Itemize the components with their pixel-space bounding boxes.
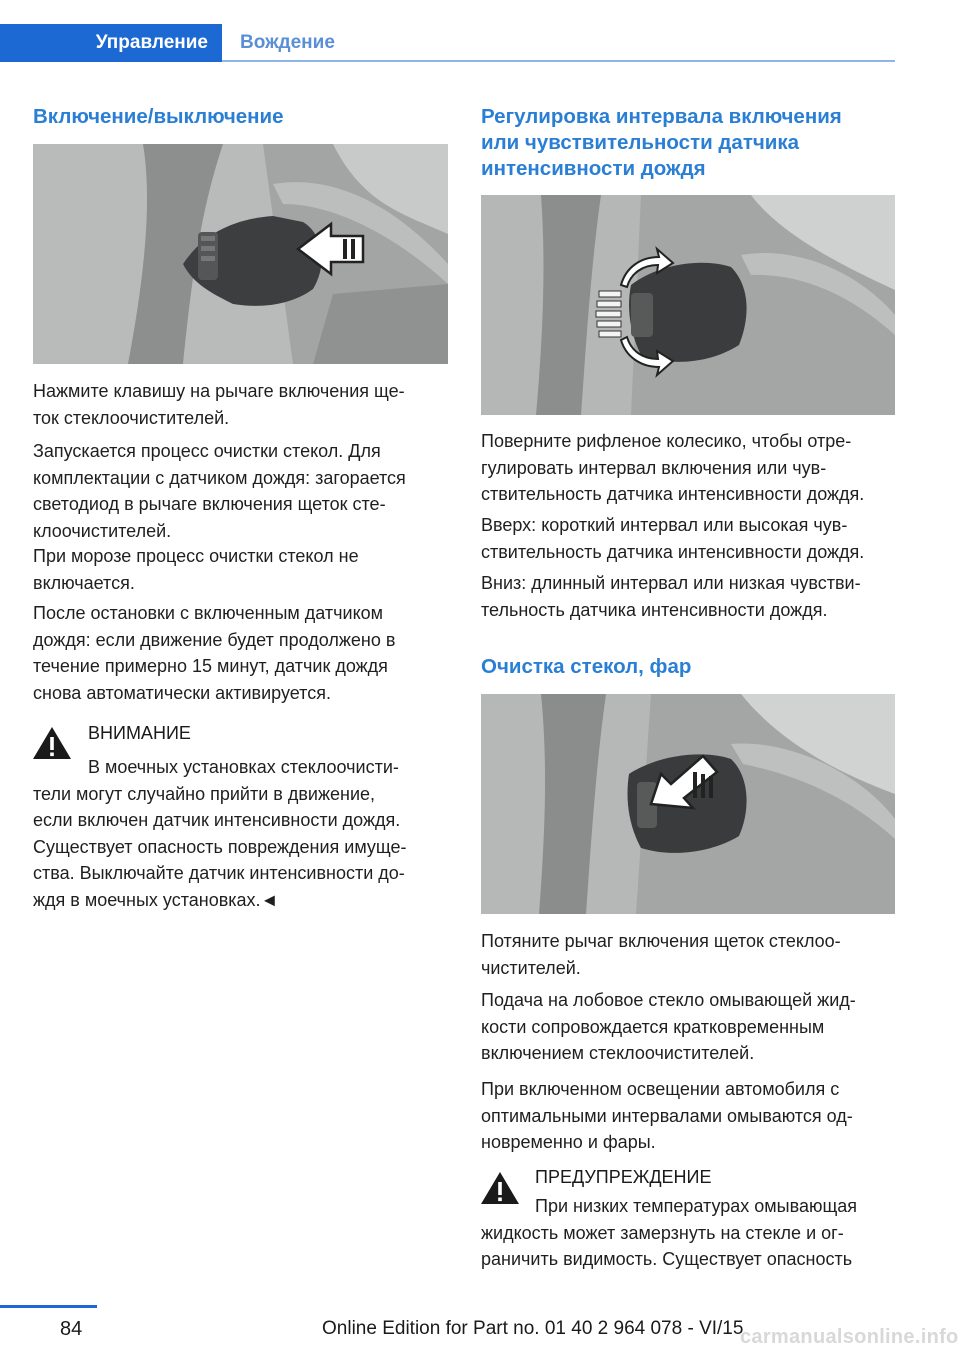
- photo-wiper-lever-button: [33, 144, 448, 364]
- warning-text: В моечных установках стеклоочисти- тели могут случайно прийти в движение, если включен датчик интенсивности дождя. Существует опасность повреждения имуще- ства. Выключайте датчик интенсивности до- ждя в моечных установках.◄: [33, 757, 407, 910]
- paragraph: Вниз: длинный интервал или низкая чувстви- тельность датчика интенсивности дождя.: [481, 573, 861, 620]
- paragraph: Поверните рифленое колесико, чтобы отре- гулировать интервал включения или чув- ствительность датчика интенсивности дождя.: [481, 431, 865, 504]
- header-rule: [222, 60, 895, 62]
- edition-info: Online Edition for Part no. 01 40 2 964 078 - VI/15: [322, 1318, 744, 1339]
- paragraph: Нажмите клавишу на рычаге включения ще- ток стеклоочистителей.: [33, 381, 405, 428]
- paragraph: При включенном освещении автомобиля с оптимальными интервалами омываются од- новременно и фары.: [481, 1079, 853, 1152]
- photo-wiper-knurled-wheel: [481, 195, 895, 415]
- paragraph: При морозе процесс очистки стекол не включается.: [33, 546, 359, 593]
- paragraph: Вверх: короткий интервал или высокая чув- ствительность датчика интенсивности дождя.: [481, 515, 865, 562]
- paragraph: Подача на лобовое стекло омывающей жид- кости сопровождается кратковременным включением стеклоочистителей.: [481, 990, 856, 1063]
- page-number: 84: [60, 1318, 83, 1340]
- paragraph: После остановки с включенным датчиком дождя: если движение будет продолжено в течение примерно 15 минут, датчик дождя снова автоматически активируется.: [33, 603, 396, 703]
- tab-upravlenie[interactable]: Управление: [0, 24, 222, 62]
- warning-title: ВНИМАНИЕ: [88, 723, 191, 743]
- section-heading-wash: Очистка стекол, фар: [481, 655, 692, 678]
- warning-text: При низких температурах омывающая жидкость может замерзнуть на стекле и ог- раничить видимость. Существует опасность: [481, 1196, 858, 1269]
- section-heading-interval: Регулировка интервала включения или чувствительности датчика интенсивности дождя: [481, 105, 842, 180]
- warning-title: ПРЕДУПРЕЖДЕНИЕ: [535, 1167, 712, 1187]
- footer-rule: [0, 1305, 97, 1308]
- paragraph: Запускается процесс очистки стекол. Для комплектации с датчиком дождя: загорается светодиод в рычаге включения щеток сте- клоочистителей.: [33, 441, 406, 541]
- section-heading-on-off: Включение/выключение: [33, 105, 284, 128]
- page-header: [0, 0, 960, 64]
- tab-vozhdenie[interactable]: Вождение: [240, 32, 335, 53]
- photo-wiper-lever-pull: [481, 694, 895, 914]
- paragraph: Потяните рычаг включения щеток стеклоо- чистителей.: [481, 931, 841, 978]
- watermark: carmanualsonline.info: [740, 1326, 959, 1348]
